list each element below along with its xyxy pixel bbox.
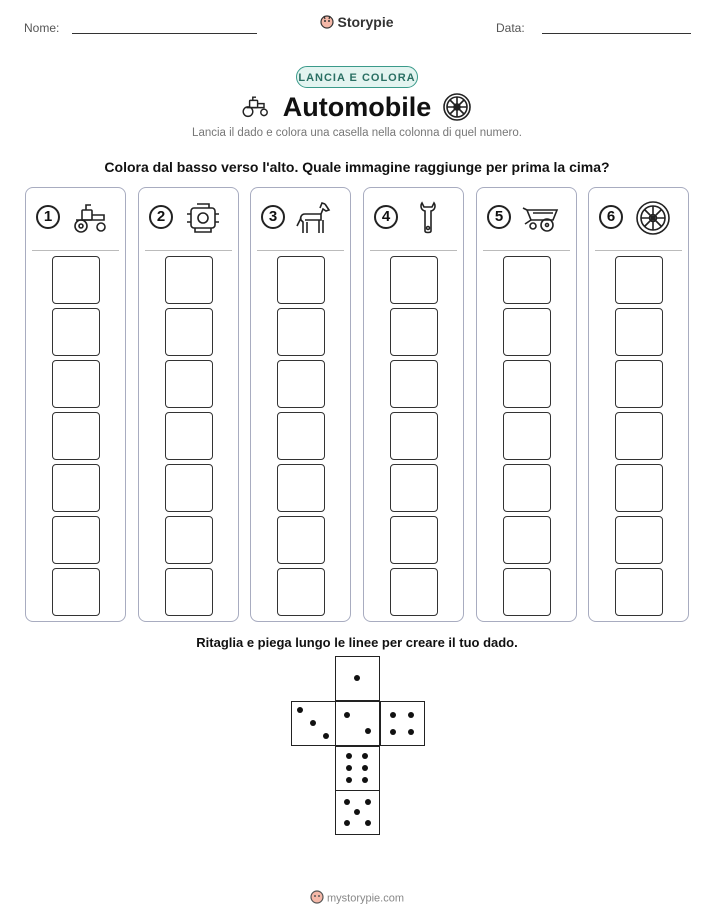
color-box[interactable] (503, 308, 551, 356)
dice-pip (365, 728, 371, 734)
color-box[interactable] (277, 256, 325, 304)
activity-badge: LANCIA E COLORA (296, 66, 418, 88)
color-box[interactable] (165, 256, 213, 304)
color-box[interactable] (503, 464, 551, 512)
column-3 (250, 187, 351, 622)
color-box[interactable] (277, 516, 325, 564)
date-label: Data: (496, 21, 525, 35)
wheel-icon (442, 92, 472, 127)
column-number: 4 (374, 205, 398, 229)
storypie-logo-icon (320, 14, 334, 33)
column-divider (145, 250, 232, 251)
dice-pip (365, 799, 371, 805)
color-box[interactable] (615, 360, 663, 408)
color-box[interactable] (165, 360, 213, 408)
color-box[interactable] (390, 412, 438, 460)
dice-pip (408, 729, 414, 735)
color-box[interactable] (52, 256, 100, 304)
color-box[interactable] (277, 464, 325, 512)
color-box[interactable] (615, 516, 663, 564)
color-box[interactable] (390, 360, 438, 408)
dice-pip (354, 675, 360, 681)
dice-face-3 (291, 701, 336, 746)
column-5 (476, 187, 577, 622)
color-box[interactable] (165, 516, 213, 564)
column-divider (483, 250, 570, 251)
dice-pip (344, 820, 350, 826)
footer-url: mystorypie.com (326, 892, 405, 905)
dice-face-6 (335, 746, 380, 791)
color-box[interactable] (390, 308, 438, 356)
dice-pip (346, 777, 352, 783)
dice-face-2 (335, 701, 380, 746)
dice-pip (362, 753, 368, 759)
color-box[interactable] (52, 568, 100, 616)
dice-pip (344, 712, 350, 718)
dice-face-5 (335, 790, 380, 835)
column-6 (588, 187, 689, 622)
wrench-icon (408, 200, 448, 236)
color-box[interactable] (503, 568, 551, 616)
color-box[interactable] (165, 464, 213, 512)
color-box[interactable] (165, 412, 213, 460)
dice-pip (310, 720, 316, 726)
page-title: Automobile (282, 92, 432, 122)
column-number: 2 (149, 205, 173, 229)
dice-face-1 (335, 656, 380, 701)
color-box[interactable] (503, 412, 551, 460)
dice-face-4 (380, 701, 425, 746)
dice-pip (344, 799, 350, 805)
column-1 (25, 187, 126, 622)
instruction: Colora dal basso verso l'alto. Quale immagine raggiunge per prima la cima? (104, 159, 610, 175)
color-box[interactable] (390, 256, 438, 304)
color-box[interactable] (503, 516, 551, 564)
column-divider (595, 250, 682, 251)
dice-pip (346, 753, 352, 759)
color-box[interactable] (503, 256, 551, 304)
dice-pip (390, 712, 396, 718)
footer (0, 889, 714, 908)
dice-pip (362, 777, 368, 783)
column-2 (138, 187, 239, 622)
column-number: 6 (599, 205, 623, 229)
brand-name: Storypie (337, 14, 394, 31)
dice-pip (408, 712, 414, 718)
color-box[interactable] (277, 360, 325, 408)
color-box[interactable] (390, 516, 438, 564)
color-box[interactable] (503, 360, 551, 408)
dice-instruction: Ritaglia e piega lungo le linee per creare il tuo dado. (196, 635, 518, 650)
dice-pip (390, 729, 396, 735)
color-box[interactable] (390, 568, 438, 616)
color-box[interactable] (52, 360, 100, 408)
dice-pip (354, 809, 360, 815)
brand-logo (0, 14, 714, 33)
storypie-footer-logo-icon (310, 889, 324, 908)
color-box[interactable] (277, 568, 325, 616)
color-box[interactable] (615, 412, 663, 460)
color-box[interactable] (277, 412, 325, 460)
color-box[interactable] (165, 568, 213, 616)
name-label: Nome: (24, 21, 60, 35)
engine-icon (183, 200, 223, 236)
color-box[interactable] (52, 516, 100, 564)
color-box[interactable] (52, 308, 100, 356)
horse-icon (295, 200, 335, 236)
column-number: 1 (36, 205, 60, 229)
subtitle: Lancia il dado e colora una casella nella colonna di quel numero. (192, 127, 522, 139)
wheel-icon (633, 200, 673, 236)
column-divider (370, 250, 457, 251)
color-box[interactable] (615, 464, 663, 512)
column-number: 3 (261, 205, 285, 229)
dice-pip (346, 765, 352, 771)
color-box[interactable] (277, 308, 325, 356)
name-line (72, 33, 257, 34)
dice-pip (297, 707, 303, 713)
color-box[interactable] (615, 308, 663, 356)
column-divider (257, 250, 344, 251)
cart-icon (521, 200, 561, 236)
date-line (542, 33, 691, 34)
color-box[interactable] (615, 256, 663, 304)
column-4 (363, 187, 464, 622)
dice-pip (323, 733, 329, 739)
color-box[interactable] (52, 412, 100, 460)
color-box[interactable] (390, 464, 438, 512)
color-box[interactable] (52, 464, 100, 512)
color-box[interactable] (165, 308, 213, 356)
color-box[interactable] (615, 568, 663, 616)
column-divider (32, 250, 119, 251)
tractor-icon (70, 200, 110, 236)
dice-pip (362, 765, 368, 771)
column-number: 5 (487, 205, 511, 229)
dice-pip (365, 820, 371, 826)
